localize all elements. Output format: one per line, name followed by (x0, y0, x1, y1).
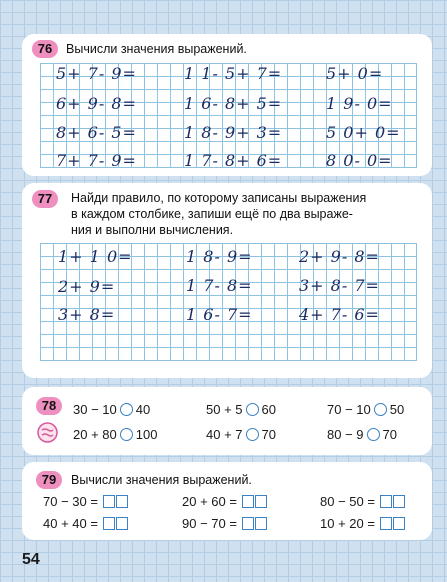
comparison-right: 100 (135, 427, 158, 442)
task-77-expr: 3+ 8= (58, 305, 116, 324)
comparison-sign-circle[interactable] (246, 428, 259, 441)
task-76-expr: 1 8- 9+ 3= (184, 123, 283, 142)
comparison-left: 50 + 5 (206, 402, 243, 417)
comparison-sign-circle[interactable] (367, 428, 380, 441)
answer-boxes[interactable] (242, 495, 268, 508)
comparison-sign-circle[interactable] (120, 403, 133, 416)
task-76-number: 76 (32, 40, 58, 58)
task-76-expr: 8+ 6- 5= (56, 123, 137, 142)
comparison-left: 40 + 7 (206, 427, 243, 442)
comparison-item (327, 427, 397, 442)
task-77-expr: 1 7- 8= (186, 276, 253, 295)
comparison-left: 30 − 10 (73, 402, 117, 417)
calc-expression: 90 − 70 = (182, 516, 237, 531)
calc-item (182, 516, 268, 531)
task-77-instruction-line: ния и выполни вычисления. (71, 223, 234, 237)
page-number: 54 (22, 551, 40, 568)
task-76-expr: 8 0- 0= (326, 151, 393, 170)
task-77-expr: 3+ 8- 7= (299, 276, 380, 295)
task-76-expr: 1 1- 5+ 7= (184, 64, 283, 83)
task-77-expr: 2+ 9- 8= (299, 247, 380, 266)
comparison-item (206, 402, 276, 417)
calc-item (43, 516, 129, 531)
task-76-expr: 6+ 9- 8= (56, 94, 137, 113)
comparison-item (206, 427, 276, 442)
task-77-instruction-line: в каждом столбике, запиши ещё по два выраже- (71, 207, 353, 221)
task-76-expr: 5 0+ 0= (326, 123, 401, 142)
comparison-sign-circle[interactable] (374, 403, 387, 416)
task-76-expr: 5+ 0= (326, 64, 384, 83)
task-79-number: 79 (36, 471, 62, 489)
task-77-expr: 1+ 1 0= (58, 247, 133, 266)
pair-work-icon (37, 422, 58, 443)
calc-item (320, 516, 406, 531)
task-76-expr: 1 7- 8+ 6= (184, 151, 283, 170)
answer-boxes[interactable] (103, 517, 129, 530)
task-77-expr: 1 8- 9= (186, 247, 253, 266)
calc-expression: 40 + 40 = (43, 516, 98, 531)
task-78-card (22, 387, 432, 455)
comparison-item (327, 402, 404, 417)
answer-boxes[interactable] (242, 517, 268, 530)
comparison-item (73, 402, 150, 417)
calc-item (320, 494, 406, 509)
task-76-expr: 1 6- 8+ 5= (184, 94, 283, 113)
task-77-instruction-line: Найди правило, по которому записаны выражения (71, 191, 367, 205)
answer-boxes[interactable] (380, 495, 406, 508)
task-76-expr: 7+ 7- 9= (56, 151, 137, 170)
calc-expression: 80 − 50 = (320, 494, 375, 509)
task-76-instruction: Вычисли значения выражений. (66, 42, 247, 56)
task-77-expr: 4+ 7- 6= (299, 305, 380, 324)
task-76-expr: 1 9- 0= (326, 94, 393, 113)
calc-expression: 20 + 60 = (182, 494, 237, 509)
comparison-sign-circle[interactable] (246, 403, 259, 416)
calc-expression: 10 + 20 = (320, 516, 375, 531)
task-77-number: 77 (32, 190, 58, 208)
comparison-sign-circle[interactable] (120, 428, 133, 441)
task-76-expr: 5+ 7- 9= (56, 64, 137, 83)
comparison-right: 60 (261, 402, 276, 417)
comparison-left: 20 + 80 (73, 427, 117, 442)
comparison-left: 70 − 10 (327, 402, 371, 417)
task-77-expr: 1 6- 7= (186, 305, 253, 324)
answer-boxes[interactable] (380, 517, 406, 530)
comparison-left: 80 − 9 (327, 427, 364, 442)
calc-expression: 70 − 30 = (43, 494, 98, 509)
comparison-right: 40 (135, 402, 151, 417)
task-77-expr: 2+ 9= (58, 277, 116, 296)
comparison-right: 50 (389, 402, 405, 417)
calc-item (182, 494, 268, 509)
answer-boxes[interactable] (103, 495, 129, 508)
comparison-right: 70 (261, 427, 276, 442)
task-78-number: 78 (36, 397, 62, 415)
comparison-right: 70 (382, 427, 397, 442)
calc-item (43, 494, 129, 509)
task-79-instruction: Вычисли значения выражений. (71, 473, 252, 487)
comparison-item (73, 427, 157, 442)
